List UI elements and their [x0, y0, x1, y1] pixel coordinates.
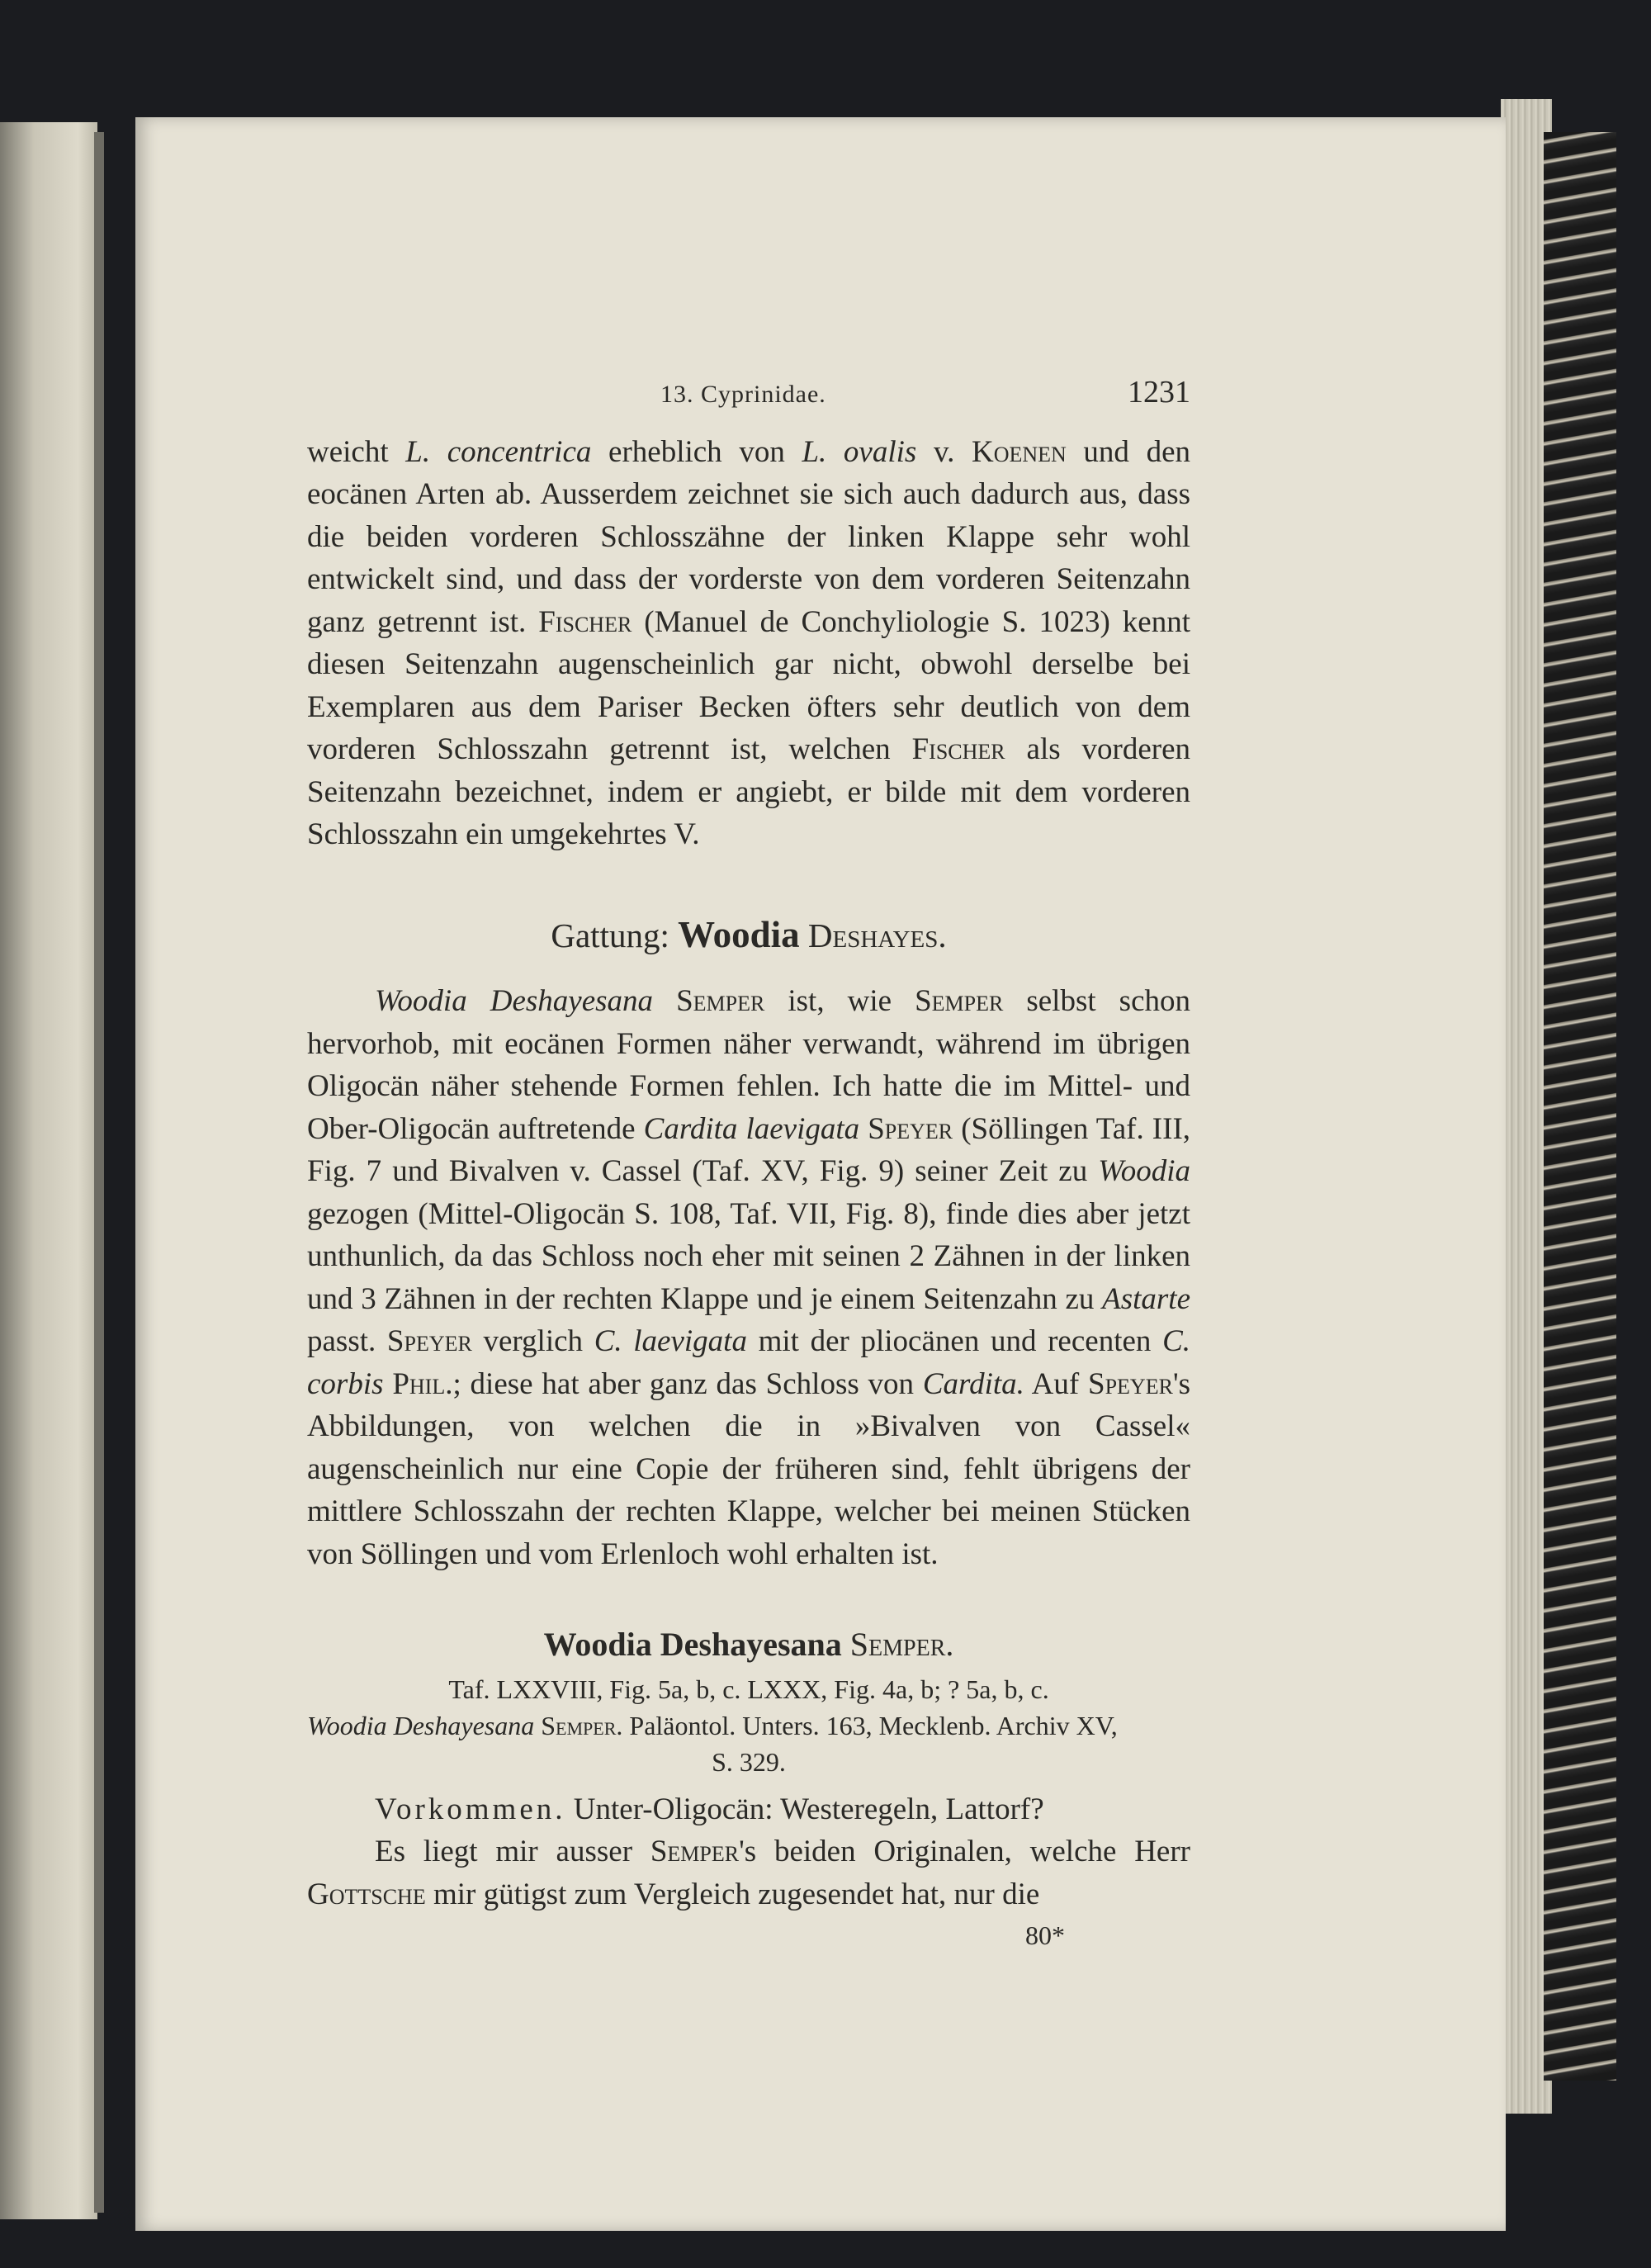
left-page	[0, 122, 97, 2219]
paragraph-2: Woodia Deshayesana Semper ist, wie Semper selbst schon hervorhob, mit eocänen Formen näher verwandt, während im übrigen Oligocän näher stehende Formen fehlen. Ich hatte die im Mittel- und Ober-Oligocän auftretende Cardita laevigata Speyer (Söllingen Taf. III, Fig. 7 und Bivalven v. Cassel (Taf. XV, Fig. 9) seiner Zeit zu Woodia gezogen (Mittel-Oligocän S. 108, Taf. VII, Fig. 8), finde dies aber jetzt unthunlich, da das Schloss noch eher mit seinen 2 Zähnen in der linken und 3 Zähnen in der rechten Klappe und je einem Seitenzahn zu Astarte passt. Speyer verglich C. laevigata mit der pliocänen und recenten C. corbis Phil.; diese hat aber ganz das Schloss von Cardita. Auf Speyer's Abbildungen, von welchen die in »Bivalven von Cassel« augenscheinlich nur eine Copie der früheren sind, fehlt übrigens der mittlere Schlosszahn der rechten Klappe, welcher bei meinen Stücken von Söllingen und vom Erlenloch wohl erhalten ist.	[307, 984, 1191, 1571]
book-binding	[1544, 132, 1616, 2081]
synonymy-entry: Woodia Deshayesana Semper. Paläontol. Unters. 163, Mecklenb. Archiv XV,	[307, 1710, 1118, 1740]
page-number: 1231	[1128, 375, 1190, 410]
synonymy	[307, 1671, 1190, 1780]
signature-mark: 80*	[1025, 1920, 1065, 1950]
occurrence: Vorkommen. Unter-Oligocän: Westeregeln, Lattorf?	[375, 1792, 1044, 1826]
paragraph-3: Es liegt mir ausser Semper's beiden Originalen, welche Herr Gottsche mir gütigst zum Vergleich zugesendet hat, nur die	[307, 1835, 1190, 1911]
synonymy-entry-continued: S. 329.	[712, 1746, 786, 1777]
running-head	[307, 372, 1190, 416]
page-text	[307, 372, 1190, 1952]
paragraph-1: weicht L. concentrica erheblich von L. ovalis v. Koenen und den eocänen Arten ab. Ausserdem zeichnet sie sich auch dadurch aus, dass die beiden vorderen Schlosszähne der linken Klappe sehr wohl entwickelt sind, und dass der vorderste von dem vorderen Seitenzahn ganz getrennt ist. Fischer (Manuel de Conchyliologie S. 1023) kennt diesen Seitenzahn augenscheinlich gar nicht, obwohl derselbe bei Exemplaren aus dem Pariser Becken öfters sehr deutlich von dem vorderen Schlosszahn getrennt ist, welchen Fischer als vorderen Seitenzahn bezeichnet, indem er angiebt, er bilde mit dem vorderen Schlosszahn ein umgekehrtes V.	[307, 434, 1190, 851]
running-head-section: 13. Cyprinidae.	[660, 381, 826, 408]
genus-heading: Gattung: Woodia Deshayes.	[551, 913, 947, 955]
plate-references: Taf. LXXVIII, Fig. 5a, b, c. LXXX, Fig. 4a, b; ? 5a, b, c.	[448, 1674, 1049, 1704]
left-page-gutter	[94, 132, 104, 2213]
species-heading: Woodia Deshayesana Semper.	[543, 1626, 954, 1663]
